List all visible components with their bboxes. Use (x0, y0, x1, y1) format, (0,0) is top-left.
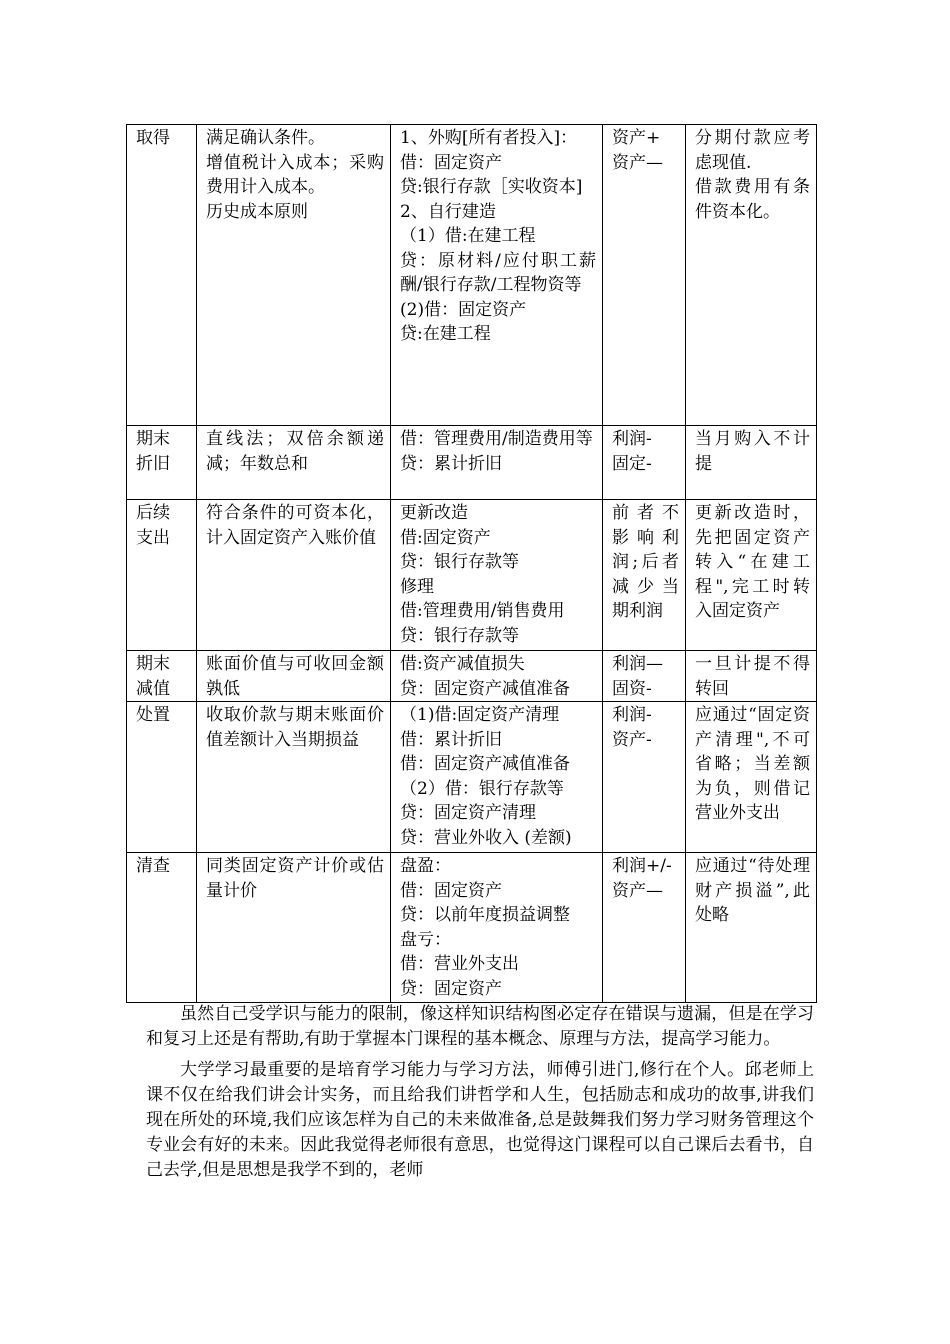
cell-effect (603, 125, 686, 426)
cell-text: 借：固定资产减值准备 (400, 754, 570, 774)
cell-entries (391, 702, 603, 853)
cell-text: 更新改造时，先把固定资产转入“在建工程",完工时转入固定资产 (695, 503, 810, 621)
cell-condition (197, 125, 391, 426)
cell-text: 贷：累计折旧 (400, 453, 502, 474)
cell-effect (603, 853, 686, 1003)
cell-text: (2)借：固定资产 (400, 299, 527, 320)
table-body (127, 125, 817, 1003)
cell-text: 贷:在建工程 (400, 324, 491, 344)
cell-text: 贷：营业外收入 (差额) (400, 827, 572, 848)
cell-text: 处置 (136, 705, 170, 725)
paragraph: 虽然自己受学识与能力的限制，像这样知识结构图必定存在错误与遗漏，但是在学习和复习上还是有帮助,有助于掌握本门课程的基本概念、原理与方法，提高学习能力。 (146, 1004, 814, 1049)
cell-condition (197, 651, 391, 702)
cell-text: 利润+/- (612, 856, 672, 876)
cell-text: （1）借:在建工程 (400, 226, 536, 246)
cell-entries (391, 853, 603, 1003)
cell-text: 借：营业外支出 (400, 954, 519, 974)
cell-text: 借：管理费用/制造费用等 (400, 429, 593, 449)
cell-text: 2、自行建造 (400, 201, 496, 222)
cell-text: 利润- (612, 705, 652, 725)
cell-note (686, 853, 817, 1003)
cell-text: 借:固定资产 (400, 527, 491, 548)
cell-effect (603, 426, 686, 500)
cell-text: 应通过“待处理财产损溢”,此处略 (695, 856, 810, 925)
cell-text: 利润- (612, 429, 652, 449)
cell-item (127, 500, 197, 651)
table-row (127, 500, 817, 651)
cell-text: 增值税计入成本；采购费用计入成本。 (206, 152, 384, 197)
cell-text: 后续 (136, 503, 170, 523)
cell-text: 账面价值与可收回金额孰低 (206, 654, 384, 699)
cell-text: 资产— (612, 152, 663, 173)
cell-text: 盘盈： (400, 856, 451, 876)
cell-note (686, 426, 817, 500)
cell-item (127, 426, 197, 500)
cell-text: （1)借:固定资产清理 (400, 705, 560, 725)
table-row (127, 426, 817, 500)
cell-text: 固定- (612, 453, 652, 474)
cell-text: 同类固定资产计价或估量计价 (206, 856, 384, 901)
cell-condition (197, 702, 391, 853)
cell-effect (603, 500, 686, 651)
cell-text: 贷:银行存款［实收资本] (400, 177, 583, 197)
cell-item (127, 125, 197, 426)
cell-entries (391, 125, 603, 426)
paragraph: 大学学习最重要的是培育学习能力与学习方法，师傅引进门,修行在个人。邱老师上课不仅在给我们讲会计实务，而且给我们讲哲学和人生，包括励志和成功的故事,讲我们现在所处的环境,我们应该怎样为自己的未来做准备,总是鼓舞我们努力学习财务管理这个专业会有好的未来。因此我觉得老师很有意思，也觉得这门课程可以自己课后去看书，自己去学,但是思想是我学不到的，老师 (146, 1060, 814, 1180)
table-row (127, 651, 817, 702)
cell-text: 贷：以前年度损益调整 (400, 905, 570, 925)
cell-text: （2）借：银行存款等 (400, 778, 564, 799)
cell-text: 应通过“固定资产清理",不可省略；当差额为负，则借记营业外支出 (695, 705, 810, 823)
cell-text: 历史成本原则 (206, 201, 308, 222)
cell-effect (603, 651, 686, 702)
cell-text: 资产— (612, 880, 663, 901)
body-text (146, 1002, 814, 1189)
table-row (127, 125, 817, 426)
cell-text: 利润— (612, 654, 663, 674)
cell-text: 期末 (136, 654, 170, 674)
cell-text: 贷：固定资产 (400, 978, 502, 999)
cell-entries (391, 500, 603, 651)
table-row (127, 853, 817, 1003)
cell-entries (391, 651, 603, 702)
cell-text: 直线法；双倍余额递减；年数总和 (206, 429, 384, 474)
cell-note (686, 500, 817, 651)
cell-entries (391, 426, 603, 500)
cell-text: 借:资产减值损失 (400, 654, 525, 674)
cell-note (686, 651, 817, 702)
cell-text: 期末 (136, 429, 170, 449)
cell-condition (197, 426, 391, 500)
cell-text: 前者不影响利润;后者减少当期利润 (612, 503, 679, 621)
cell-text: 符合条件的可资本化，计入固定资产入账价值 (206, 503, 384, 548)
cell-effect (603, 702, 686, 853)
cell-text: 资产- (612, 729, 652, 750)
knowledge-table (126, 124, 817, 1003)
cell-text: 贷：原材料/应付职工薪酬/银行存款/工程物资等 (400, 250, 596, 295)
cell-text: 借:管理费用/销售费用 (400, 601, 565, 621)
cell-text: 1、外购[所有者投入]： (400, 128, 578, 148)
cell-text: 贷：固定资产清理 (400, 803, 536, 823)
cell-condition (197, 500, 391, 651)
cell-text: 收取价款与期末账面价值差额计入当期损益 (206, 705, 384, 750)
cell-note (686, 125, 817, 426)
cell-item (127, 853, 197, 1003)
cell-item (127, 702, 197, 853)
cell-text: 分期付款应考虑现值. (695, 128, 810, 173)
cell-text: 修理 (400, 576, 434, 597)
cell-text: 一旦计提不得转回 (695, 654, 810, 699)
cell-text: 清查 (136, 856, 170, 876)
cell-text: 减值 (136, 678, 170, 699)
cell-text: 折旧 (136, 453, 170, 474)
cell-note (686, 702, 817, 853)
cell-text: 取得 (136, 128, 170, 148)
cell-text: 固资- (612, 678, 652, 699)
cell-item (127, 651, 197, 702)
cell-text: 满足确认条件。 (206, 128, 325, 148)
cell-text: 支出 (136, 527, 170, 548)
table-row (127, 702, 817, 853)
cell-text: 借：固定资产 (400, 152, 502, 173)
cell-text: 贷：固定资产减值准备 (400, 678, 570, 699)
cell-text: 盘亏： (400, 929, 451, 950)
cell-text: 更新改造 (400, 503, 468, 523)
cell-text: 借款费用有条件资本化。 (695, 177, 810, 222)
cell-text: 当月购入不计提 (695, 429, 810, 474)
cell-text: 资产+ (612, 128, 661, 148)
cell-text: 借：累计折旧 (400, 729, 502, 750)
cell-text: 贷：银行存款等 (400, 552, 519, 572)
cell-text: 贷：银行存款等 (400, 625, 519, 646)
cell-text: 借：固定资产 (400, 880, 502, 901)
cell-condition (197, 853, 391, 1003)
